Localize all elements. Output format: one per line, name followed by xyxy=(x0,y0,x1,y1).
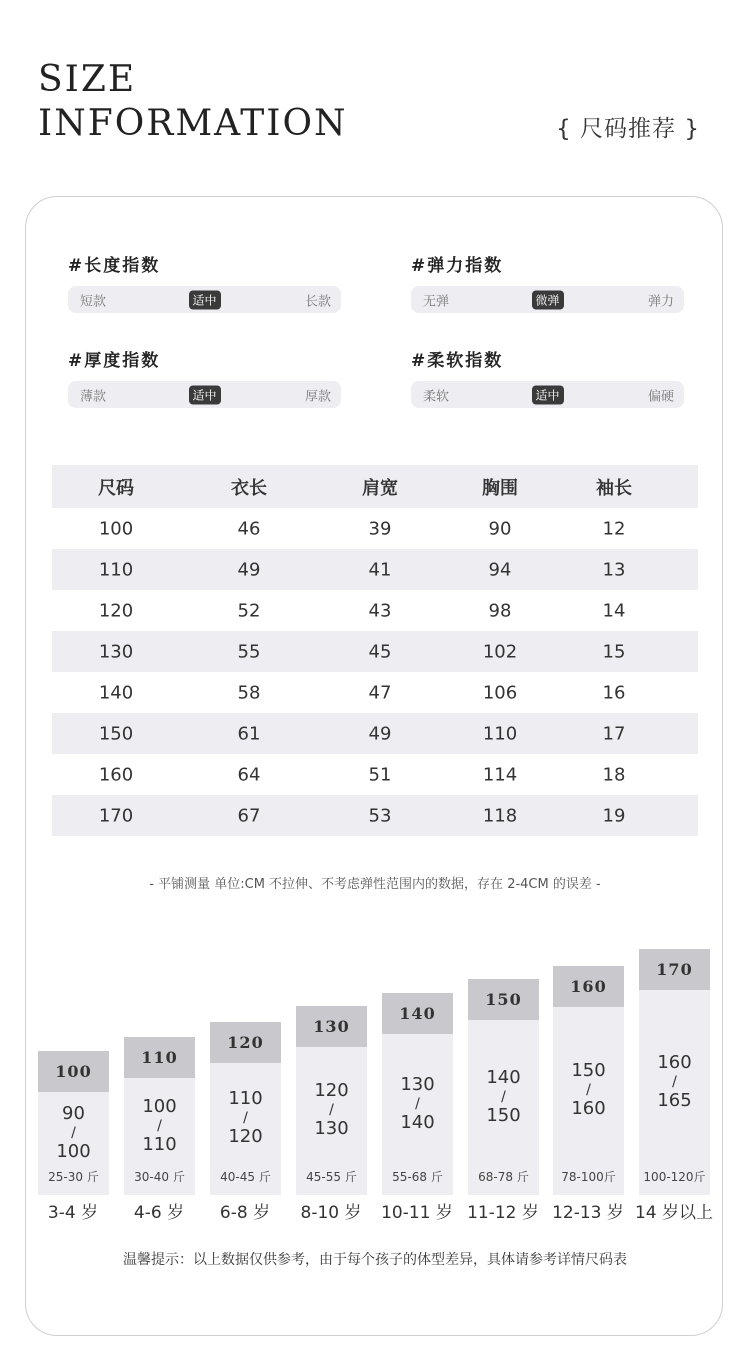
size-bar-label: 150 xyxy=(468,979,539,1020)
table-header xyxy=(52,465,698,508)
index-right-label: 长款 xyxy=(304,294,331,309)
index-title: #长度指数 xyxy=(68,256,161,276)
height-from: 100 xyxy=(142,1095,177,1117)
table-cell: 61 xyxy=(237,723,261,744)
header-cell: 衣长 xyxy=(231,477,267,499)
table-cell: 150 xyxy=(98,723,134,744)
height-separator: / xyxy=(243,1110,248,1126)
table-row xyxy=(52,754,698,795)
measure-note: - 平铺测量 单位:CM 不拉伸、不考虑弹性范围内的数据，存在 2-4CM 的误差 - xyxy=(149,877,601,892)
size-bar xyxy=(124,1037,195,1195)
size-bar xyxy=(296,1006,367,1195)
size-bar-label: 170 xyxy=(639,949,710,990)
height-separator: / xyxy=(71,1124,76,1141)
table-cell: 52 xyxy=(237,600,261,621)
table-cell: 53 xyxy=(368,805,392,826)
height-range xyxy=(553,1061,624,1119)
header-cell: 尺码 xyxy=(98,477,134,499)
height-from: 120 xyxy=(314,1080,349,1101)
size-bar xyxy=(639,949,710,1195)
index-title: #柔软指数 xyxy=(411,351,504,371)
table-cell: 47 xyxy=(368,682,392,703)
table-cell: 130 xyxy=(98,641,134,662)
index-left-label: 短款 xyxy=(80,294,107,309)
size-bar-body xyxy=(38,1092,109,1195)
index-selected-badge: 适中 xyxy=(531,385,563,404)
table-cell: 18 xyxy=(602,764,626,785)
index-title: #厚度指数 xyxy=(68,351,161,371)
tip-text: 温馨提示：以上数据仅供参考，由于每个孩子的体型差异，具体请参考详情尺码表 xyxy=(123,1252,627,1268)
height-to: 150 xyxy=(486,1104,521,1126)
table-cell: 13 xyxy=(602,559,626,580)
height-range xyxy=(296,1081,367,1139)
index-bar xyxy=(411,381,684,408)
age-label: 11-12 岁 xyxy=(467,1203,539,1223)
table-cell: 114 xyxy=(482,764,518,785)
height-to: 100 xyxy=(56,1140,91,1162)
table-row xyxy=(52,631,698,672)
height-from: 130 xyxy=(400,1073,435,1095)
header-cell: 胸围 xyxy=(482,477,518,499)
table-cell: 16 xyxy=(602,682,626,703)
height-to: 130 xyxy=(314,1118,349,1139)
size-bar-body xyxy=(553,1007,624,1195)
height-to: 160 xyxy=(571,1098,606,1119)
table-cell: 140 xyxy=(98,682,134,703)
title-line-2: INFORMATION xyxy=(38,103,348,144)
size-bar xyxy=(382,993,453,1195)
table-cell: 170 xyxy=(98,805,134,826)
index-left-label: 柔软 xyxy=(423,389,450,404)
table-cell: 46 xyxy=(237,518,261,539)
height-to: 120 xyxy=(228,1126,263,1147)
size-bar-body xyxy=(210,1063,281,1195)
table-cell: 58 xyxy=(237,682,261,703)
table-cell: 118 xyxy=(482,805,518,826)
index-selected-badge: 适中 xyxy=(188,385,220,404)
thickness-index xyxy=(68,346,341,408)
table-cell: 94 xyxy=(488,559,512,580)
size-bar-label: 110 xyxy=(124,1037,195,1078)
header-cell: 袖长 xyxy=(596,477,632,499)
index-right-label: 厚款 xyxy=(304,389,331,404)
page-title xyxy=(38,58,347,146)
size-bar-label: 120 xyxy=(210,1022,281,1063)
index-right-label: 偏硬 xyxy=(647,389,674,404)
length-index xyxy=(68,251,341,313)
size-bar xyxy=(468,979,539,1195)
height-separator: / xyxy=(501,1088,506,1105)
weight-range: 100-120斤 xyxy=(643,1170,706,1184)
age-label: 8-10 岁 xyxy=(300,1203,362,1223)
table-cell: 98 xyxy=(488,600,512,621)
height-range xyxy=(639,1053,710,1111)
weight-range: 45-55 斤 xyxy=(306,1170,357,1184)
index-selected-badge: 适中 xyxy=(188,290,220,309)
size-bar-body xyxy=(382,1034,453,1195)
table-cell: 110 xyxy=(98,559,134,580)
height-to: 110 xyxy=(142,1133,177,1155)
table-cell: 43 xyxy=(368,600,392,621)
table-cell: 12 xyxy=(602,518,626,539)
height-separator: / xyxy=(586,1082,591,1098)
table-cell: 90 xyxy=(488,518,512,539)
table-cell: 100 xyxy=(98,518,134,539)
size-bar xyxy=(553,966,624,1195)
height-from: 140 xyxy=(486,1066,521,1088)
index-left-label: 薄款 xyxy=(80,389,107,404)
table-cell: 51 xyxy=(368,764,392,785)
index-title: #弹力指数 xyxy=(411,256,504,276)
index-bar xyxy=(411,286,684,313)
height-from: 110 xyxy=(228,1088,263,1109)
age-label: 10-11 岁 xyxy=(381,1203,453,1223)
index-right-label: 弹力 xyxy=(647,294,674,309)
table-cell: 19 xyxy=(602,805,626,826)
table-cell: 49 xyxy=(368,723,392,744)
weight-range: 78-100斤 xyxy=(561,1170,616,1184)
table-row xyxy=(52,795,698,836)
table-cell: 67 xyxy=(237,805,261,826)
height-from: 90 xyxy=(62,1102,85,1124)
size-bar-body xyxy=(296,1047,367,1195)
height-range xyxy=(38,1104,109,1162)
size-bar xyxy=(210,1022,281,1195)
table-cell: 64 xyxy=(237,764,261,785)
table-cell: 14 xyxy=(602,600,626,621)
height-from: 160 xyxy=(657,1051,692,1073)
size-bar-body xyxy=(124,1078,195,1195)
table-cell: 106 xyxy=(482,682,518,703)
height-to: 140 xyxy=(400,1111,435,1133)
header-cell: 肩宽 xyxy=(362,477,398,499)
size-bar xyxy=(38,1051,109,1195)
height-from: 150 xyxy=(571,1060,606,1081)
table-row xyxy=(52,672,698,713)
title-line-1: SIZE xyxy=(38,59,137,100)
size-bar-label: 100 xyxy=(38,1051,109,1092)
index-selected-badge: 微弹 xyxy=(531,290,563,309)
table-cell: 120 xyxy=(98,600,134,621)
age-label: 4-6 岁 xyxy=(133,1203,185,1223)
age-label: 3-4 岁 xyxy=(47,1203,99,1223)
table-cell: 17 xyxy=(602,723,626,744)
elasticity-index xyxy=(411,251,684,313)
page-subtitle: { 尺码推荐 } xyxy=(556,116,700,142)
size-bar-label: 160 xyxy=(553,966,624,1007)
age-label: 12-13 岁 xyxy=(552,1203,624,1223)
table-row xyxy=(52,713,698,754)
weight-range: 40-45 斤 xyxy=(220,1170,271,1184)
height-separator: / xyxy=(329,1102,334,1118)
table-row xyxy=(52,590,698,631)
table-cell: 39 xyxy=(368,518,392,539)
height-range xyxy=(382,1075,453,1133)
index-bar xyxy=(68,381,341,408)
weight-range: 25-30 斤 xyxy=(48,1170,99,1184)
height-separator: / xyxy=(415,1095,420,1112)
size-bar-body xyxy=(639,990,710,1195)
table-cell: 41 xyxy=(368,559,392,580)
index-bar xyxy=(68,286,341,313)
weight-range: 30-40 斤 xyxy=(134,1170,185,1184)
table-cell: 160 xyxy=(98,764,134,785)
table-row xyxy=(52,549,698,590)
table-cell: 49 xyxy=(237,559,261,580)
height-range xyxy=(468,1068,539,1126)
age-label: 6-8 岁 xyxy=(219,1203,271,1223)
size-bar-label: 140 xyxy=(382,993,453,1034)
age-label: 14 岁以上 xyxy=(634,1203,714,1223)
table-cell: 15 xyxy=(602,641,626,662)
table-row xyxy=(52,508,698,549)
table-cell: 45 xyxy=(368,641,392,662)
height-to: 165 xyxy=(657,1089,692,1111)
table-cell: 55 xyxy=(237,641,261,662)
softness-index xyxy=(411,346,684,408)
table-cell: 102 xyxy=(482,641,518,662)
height-range xyxy=(124,1097,195,1155)
weight-range: 68-78 斤 xyxy=(478,1170,529,1184)
weight-range: 55-68 斤 xyxy=(392,1170,443,1184)
height-separator: / xyxy=(672,1073,677,1090)
size-bar-label: 130 xyxy=(296,1006,367,1047)
height-range xyxy=(210,1089,281,1147)
table-cell: 110 xyxy=(482,723,518,744)
index-left-label: 无弹 xyxy=(423,294,450,309)
height-separator: / xyxy=(157,1117,162,1134)
size-bar-body xyxy=(468,1020,539,1195)
size-table xyxy=(52,465,698,836)
